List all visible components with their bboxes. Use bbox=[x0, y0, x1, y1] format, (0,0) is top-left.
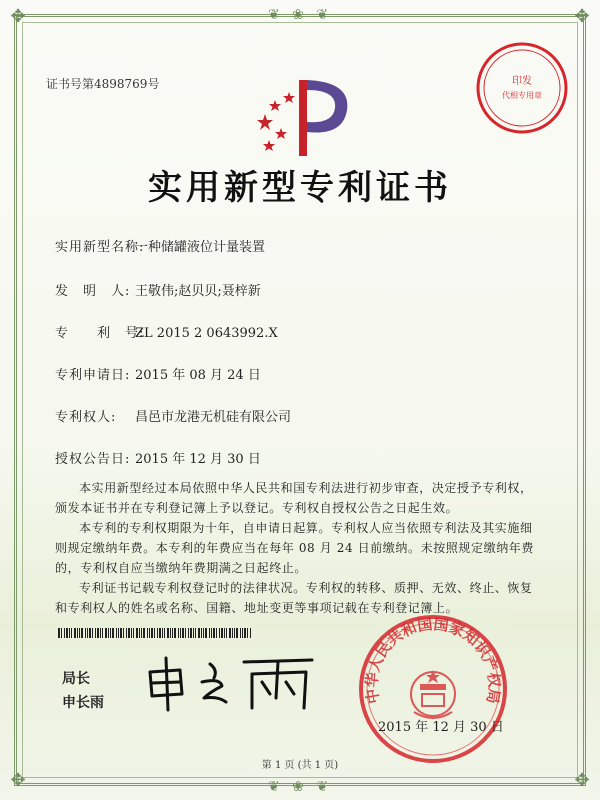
top-ornament: ❦ ❀ ❦ bbox=[267, 7, 333, 23]
field-value: 昌邑市龙港无机硅有限公司 bbox=[135, 410, 292, 425]
top-seal-line1: 印发 bbox=[512, 76, 532, 87]
paragraph-term: 本专利的专利权期限为十年，自申请日起算。专利权人应当依照专利法及其实施细则规定缴纳年费。本专利的年费应当在每年 08 月 24 日前缴纳。未按照规定缴纳年费的，专利权自应当缴纳年费期满之日起终止。 bbox=[55, 521, 534, 575]
field-patent-number bbox=[55, 322, 278, 341]
director-title: 局长 bbox=[62, 671, 90, 687]
handwritten-signature bbox=[140, 652, 320, 712]
field-label: 授权公告日: bbox=[55, 452, 131, 467]
corner-ornament-bottom-left: ✥ bbox=[10, 770, 26, 791]
paragraph-grant: 本实用新型经过本局依照中华人民共和国专利法进行初步审查，决定授予专利权，颁发本证书并在专利登记簿上予以登记。专利权自授权公告之日起生效。 bbox=[55, 481, 533, 515]
field-label: 专利申请日: bbox=[55, 368, 131, 383]
bottom-ornament: ❦ ❀ ❦ bbox=[267, 779, 333, 795]
field-grant-date bbox=[55, 448, 261, 467]
field-value: 王敬伟;赵贝贝;聂梓新 bbox=[135, 284, 261, 299]
top-seal-stamp-icon bbox=[474, 40, 570, 136]
field-value: 2015 年 08 月 24 日 bbox=[135, 368, 261, 383]
field-label: 实用新型名称: bbox=[55, 240, 145, 255]
paragraph-legal-status: 专利证书记载专利权登记时的法律状况。专利权的转移、质押、无效、终止、恢复和专利权人的姓名或名称、国籍、地址变更等事项记载在专利登记簿上。 bbox=[55, 581, 533, 615]
field-value: 2015 年 12 月 30 日 bbox=[135, 452, 261, 467]
svg-text:中华人民共和国国家知识产权局 bbox=[363, 615, 504, 705]
field-value: 一种储罐液位计量装置 bbox=[135, 240, 266, 255]
certificate-title: 实用新型专利证书 bbox=[148, 168, 452, 208]
field-label: 发 明 人: bbox=[55, 284, 131, 299]
corner-ornament-bottom-right: ✥ bbox=[574, 770, 590, 791]
official-seal-icon bbox=[356, 612, 510, 766]
field-label: 专 利 号: bbox=[55, 326, 145, 341]
field-utility-name bbox=[55, 236, 265, 255]
field-value: ZL 2015 2 0643992.X bbox=[135, 326, 278, 341]
page-number: 第 1 页 (共 1 页) bbox=[261, 760, 339, 771]
corner-ornament-top-left: ✥ bbox=[10, 6, 26, 27]
seal-arc-text: 中华人民共和国国家知识产权局 bbox=[362, 615, 504, 706]
field-patentee bbox=[55, 406, 291, 425]
director-name: 申长雨 bbox=[62, 695, 104, 711]
field-inventors bbox=[55, 280, 261, 299]
field-application-date bbox=[55, 364, 261, 383]
barcode-icon bbox=[58, 628, 254, 638]
corner-ornament-top-right: ✥ bbox=[574, 6, 590, 27]
seal-date: 2015 年 12 月 30 日 bbox=[378, 720, 504, 735]
field-label: 专利权人: bbox=[55, 410, 117, 425]
patent-office-logo-icon bbox=[255, 70, 355, 160]
top-seal-line2: 代相专用章 bbox=[502, 91, 542, 100]
certificate-number: 证书号第4898769号 bbox=[46, 77, 160, 91]
